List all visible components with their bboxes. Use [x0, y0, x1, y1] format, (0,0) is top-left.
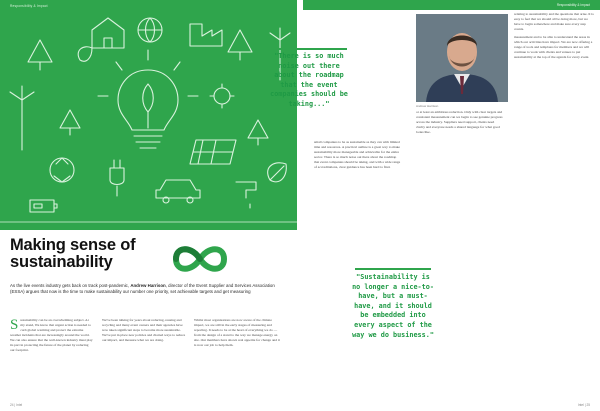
factory-icon — [190, 24, 222, 46]
body-column-2 — [102, 318, 186, 343]
wind-turbine-icon — [10, 28, 290, 150]
pull-quote-1: "There is so much noise out there about the roadmap that the event companies should be taking..." — [270, 52, 348, 108]
leaf-icon — [78, 47, 286, 182]
standfirst-text: As the live events industry gets back on track post-pandemic, — [10, 283, 131, 288]
article-standfirst — [10, 283, 288, 295]
light-rays-icon — [98, 50, 198, 96]
body-column-3 — [194, 318, 282, 348]
right-page — [270, 0, 600, 411]
body-text: measurement and to be able to understand the areas in which our activities have impact. We are now offering a range of tools and templates for members and we will continue to work with clients and venues to put sustainability at the top of the agenda for every event. — [514, 34, 593, 59]
page-number-left: 24 | Intel — [10, 403, 23, 407]
pull-quote-2: "Sustainability is no longer a nice-to-have, but a must-have, and it should be embedded into every aspect of the way we do business." — [352, 273, 434, 339]
plug-icon — [110, 160, 124, 196]
pull-quote-rule — [273, 48, 347, 50]
right-body-column-3 — [514, 12, 594, 60]
lightbulb-icon — [118, 70, 178, 148]
battery-icon — [30, 200, 57, 212]
solar-panel-icon — [190, 140, 236, 164]
body-text: ustainability can be an overwhelming subject. At my stand, We know that urgent action is needed to curb global warming and protect the extreme weather incidents that are increasingly around the world. We can also ensure that the well-known industry must play its part in protecting the future of the planet by reducing our footprint. — [10, 318, 93, 352]
body-text: relating to sustainability and the questions that arise. It is easy to feel that we should all be doing more, but we have to begin somewhere and make sure every step counts. — [514, 12, 594, 31]
hero-illustration — [0, 0, 297, 230]
running-head-right: Responsibility & Impact — [556, 3, 590, 7]
infinity-logo-icon — [170, 242, 230, 276]
body-text: small companies to be as sustainable as they can with limited time and resources. A practical outline is a great way to make sustainability more manageable and achievable for the entire sector. There is so much noise out there about the roadmap that event companies should be taking, and with a wide range of accreditations, clear guidance has been hard to find. — [314, 140, 401, 169]
globe-icon — [138, 18, 162, 42]
author-name: Andrew Harrison — [130, 283, 166, 288]
dropcap: S — [10, 317, 19, 333]
pull-quote-rule-2 — [355, 268, 431, 270]
author-photo — [416, 14, 508, 102]
top-bar — [303, 0, 600, 10]
standfirst-text-end: , director of the Event Supplier and Services Association (ESSA) argues that now is the time to make sustainability our number one priority, set achievable targets and get measuring — [10, 283, 275, 294]
water-tap-icon — [236, 182, 256, 208]
body-text: Whilst most organisations are now aware of the climate impact, we are still in the early stages of measuring and reporting. It needs to be at the heart of everything we do — from the design of a stand to the way we manage energy on site. Our members have shown real appetite for change and it is now our job to help them. — [194, 318, 280, 347]
body-text: or at least an ambitious reduction. Only with clear targets and consistent measurement can we begin to see genuine progress across the industry. Suppliers need support, clients need clarity and everyone needs a shared language for what good looks like. — [416, 110, 503, 134]
recycle-icon — [50, 158, 74, 182]
gear-icon — [210, 84, 234, 108]
page-number-right: Intel | 25 — [577, 403, 590, 407]
article-headline: Making sense of sustainability — [10, 236, 136, 271]
right-body-column-2 — [416, 110, 504, 135]
sustainability-icons-illustration — [0, 0, 297, 230]
house-icon — [92, 18, 124, 48]
running-head-left: Responsibility & Impact — [10, 4, 48, 8]
portrait-image — [416, 14, 508, 102]
body-column-1 — [10, 318, 94, 353]
car-icon — [156, 180, 200, 203]
body-text: We've been talking for years about reducing, reusing and recycling and many event owners and their agencies have now taken significant steps to become more sustainable. We've put in place new policies and charted ways to reduce our impact, and measure what we are doing. — [102, 318, 186, 342]
right-body-column-1 — [314, 140, 402, 170]
left-page — [0, 0, 297, 411]
photo-caption: Andrew Harrison — [416, 104, 439, 108]
